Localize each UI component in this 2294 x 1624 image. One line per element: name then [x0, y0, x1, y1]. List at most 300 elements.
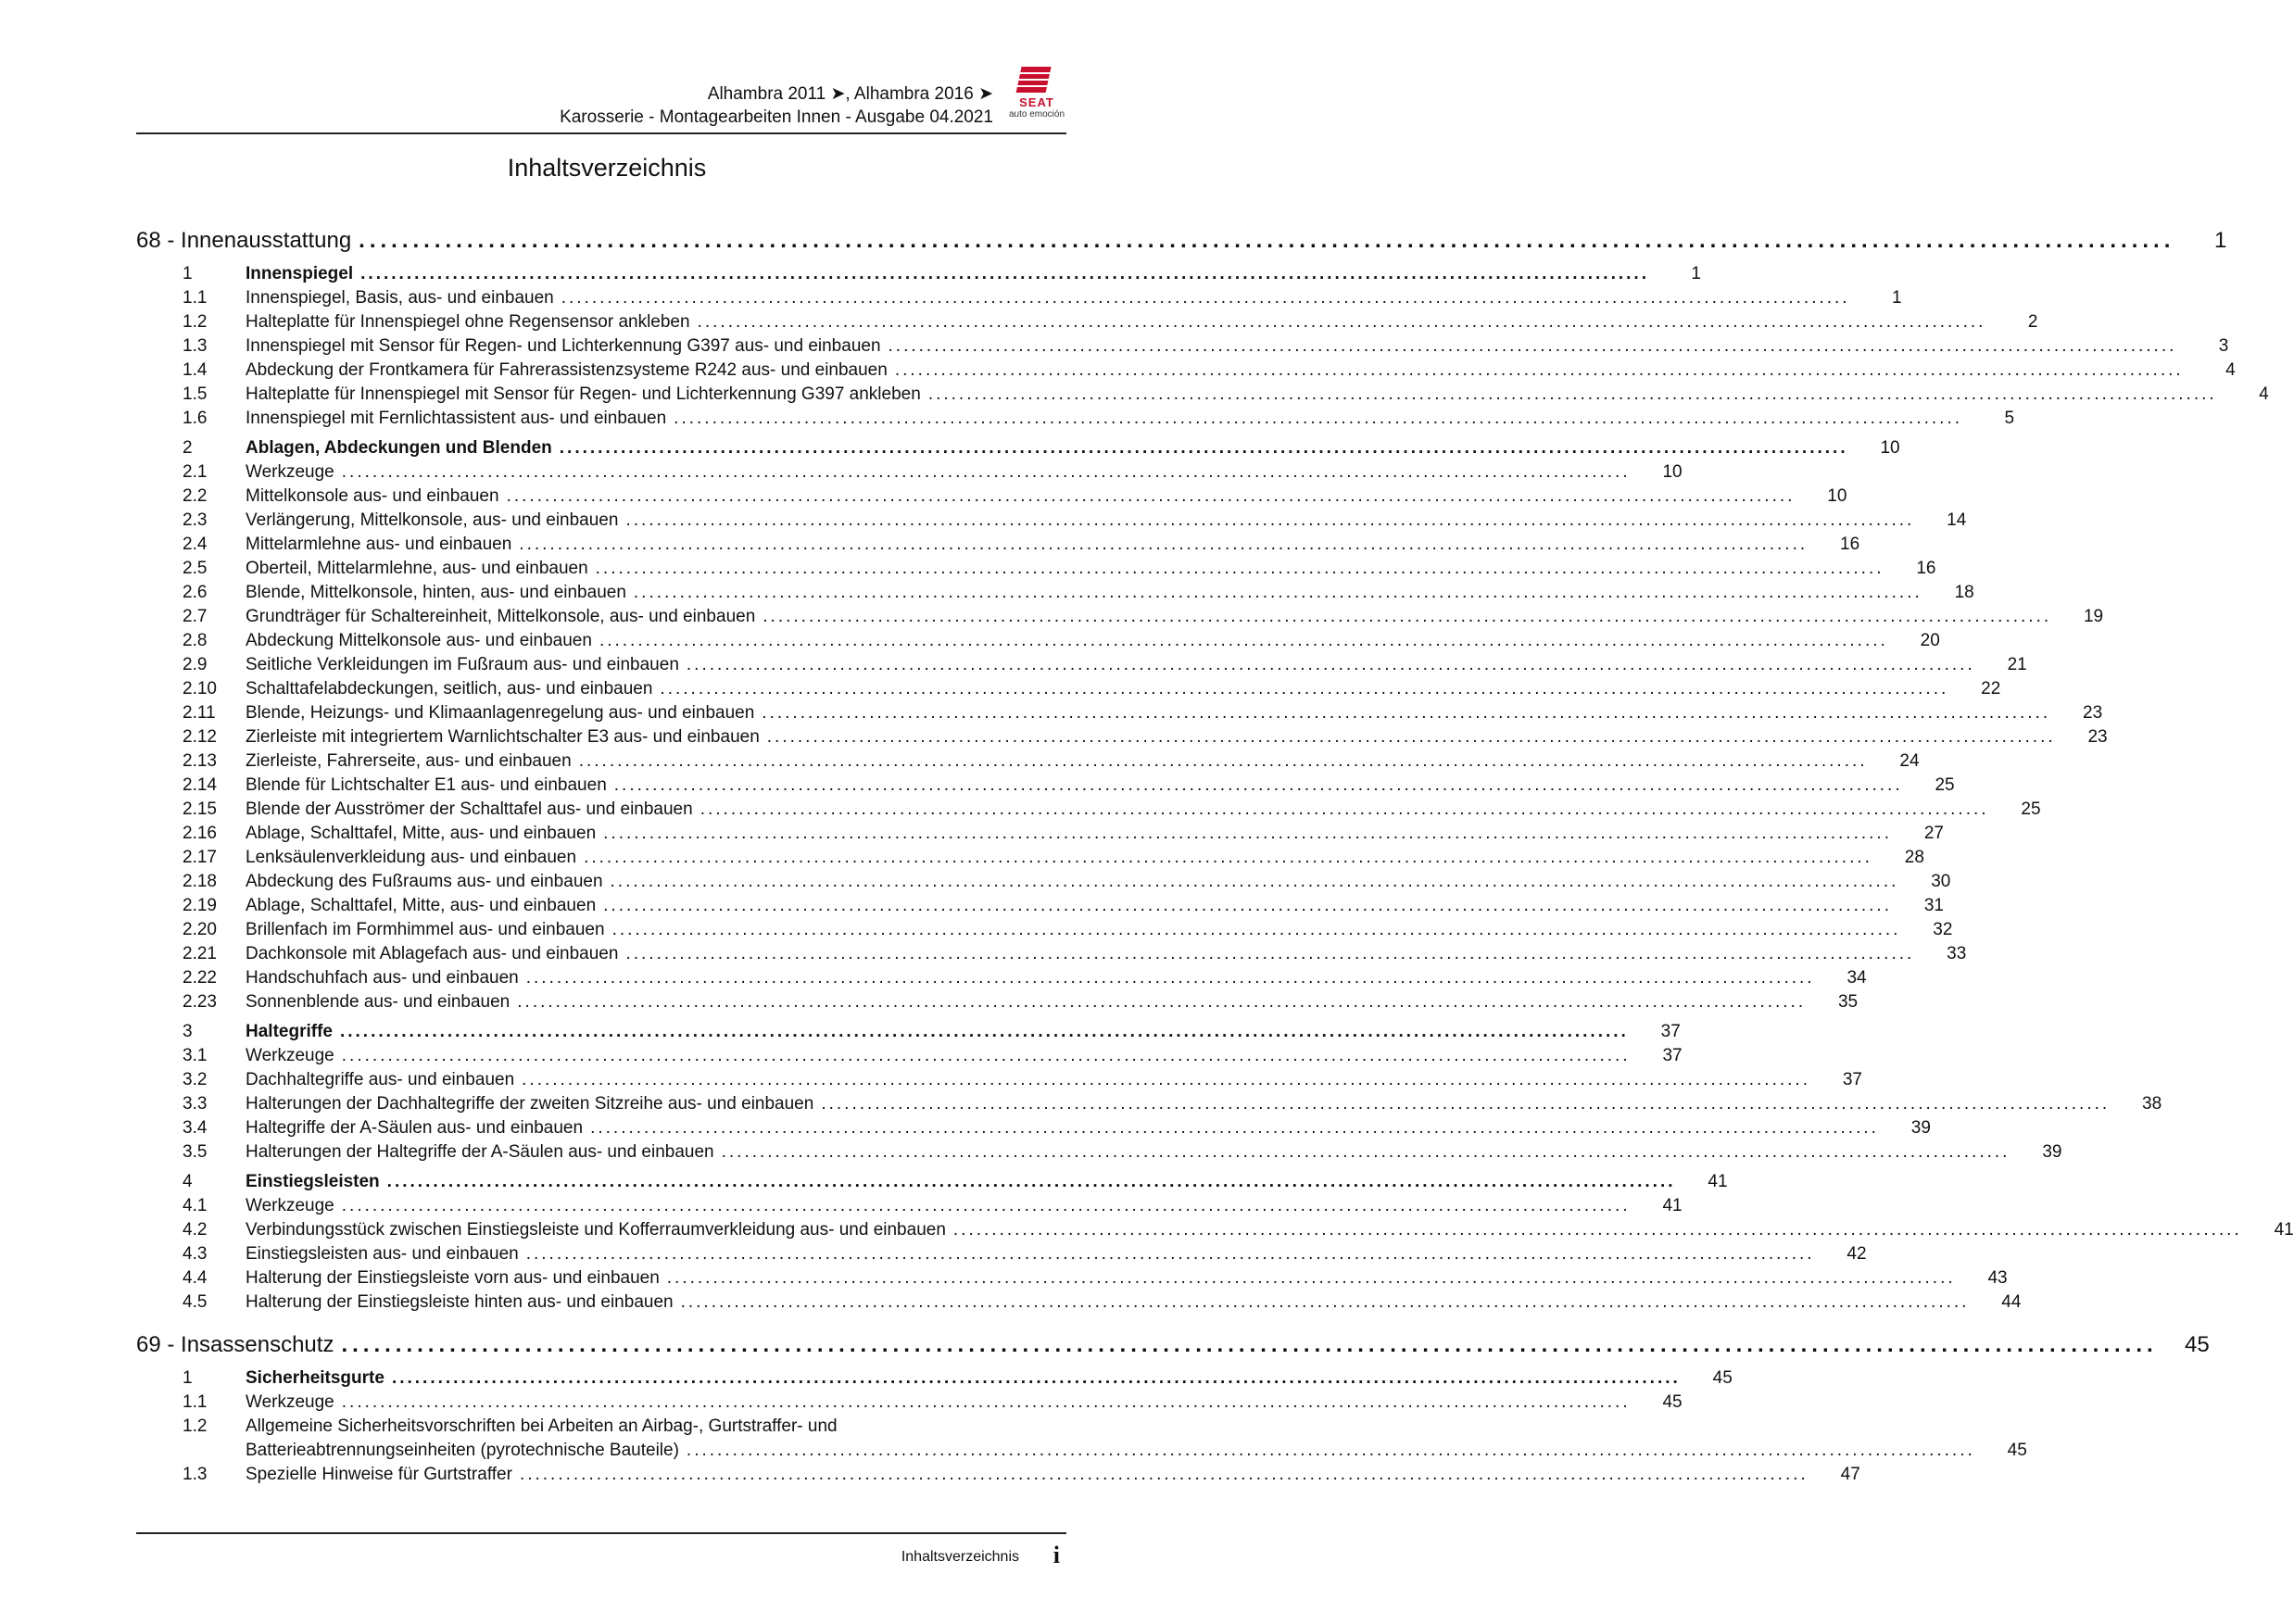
toc-entry-number: 1.2 — [183, 1416, 208, 1436]
footer-rule — [136, 1532, 1066, 1534]
toc-leader-dots: ........................................................................................................................................................................ — [952, 1220, 2242, 1240]
toc-entry[interactable] — [136, 310, 2038, 334]
toc-entry-title: Sonnenblende aus- und einbauen — [246, 992, 510, 1012]
toc-entry-title-wrap — [246, 894, 1905, 918]
toc-entry-title-wrap — [246, 701, 2063, 725]
toc-entry-page: 23 — [2087, 727, 2108, 747]
toc-entry-number: 1.3 — [183, 1465, 208, 1484]
toc-entry-page: 16 — [1916, 559, 1936, 578]
toc-entry-title-wrap — [246, 725, 2069, 749]
toc-entry-page: 30 — [1931, 872, 1951, 891]
toc-entry[interactable] — [136, 485, 1847, 509]
toc-entry-number: 4.1 — [183, 1196, 208, 1215]
toc-leader-dots: ........................................................................................................................................................................ — [697, 312, 1986, 332]
toc-leader-dots: ........................................................................................................................................................................ — [633, 583, 1922, 602]
toc-leader-dots: ........................................................................................................................................................................ — [341, 462, 1631, 482]
toc-entry-number: 2.23 — [183, 992, 217, 1012]
toc-entry-page: 47 — [1840, 1465, 1860, 1484]
footer-page-number: i — [1052, 1542, 1060, 1568]
toc-leader-dots: ........................................................................................................................................................................ — [625, 944, 1915, 963]
toc-entry[interactable] — [136, 1463, 1860, 1487]
toc-entry[interactable] — [136, 286, 1902, 310]
toc-leader-dots: ........................................................................................................................................................................ — [522, 1070, 1810, 1089]
toc-entry[interactable] — [136, 557, 1936, 581]
toc-leader-dots: ........................................................................................................................................................................ — [610, 872, 1899, 891]
toc-entry[interactable] — [136, 774, 1955, 798]
toc-leader-dots: ........................................................................................................................................................................ — [517, 992, 1807, 1012]
toc-entry-number: 2.21 — [183, 944, 217, 963]
toc-entry-title: Handschuhfach aus- und einbauen — [246, 968, 519, 988]
toc-entry-page: 37 — [1842, 1070, 1862, 1089]
toc-entry-title-wrap — [246, 485, 1808, 509]
toc-leader-dots: ........................................................................................................................................................................ — [686, 655, 1975, 674]
toc-entry[interactable] — [136, 701, 2103, 725]
toc-entry[interactable] — [136, 1290, 2022, 1315]
toc-leader-dots: ........................................................................................................................................................................ — [763, 607, 2052, 626]
toc-entry-page: 34 — [1847, 968, 1867, 988]
toc-entry-title: Innenspiegel — [246, 264, 354, 283]
toc-leader-dots: ........................................................................................................................................................................ — [590, 1118, 1879, 1138]
toc-leader-dots: ........................................................................................................................................................................ — [721, 1142, 2010, 1162]
toc-entry[interactable] — [136, 629, 1940, 653]
seat-logo — [1008, 65, 1065, 120]
toc-leader-dots: ........................................................................................................................................................................ — [525, 1244, 1815, 1264]
toc-entry[interactable] — [136, 894, 1944, 918]
seat-s-icon — [1018, 65, 1055, 96]
toc-entry-number: 3.2 — [183, 1070, 208, 1089]
toc-entry-page: 45 — [2007, 1441, 2027, 1460]
toc-leader-dots: ........................................................................................................................................................................ — [341, 1196, 1631, 1215]
toc-entry[interactable] — [136, 870, 1951, 894]
footer-label: Inhaltsverzeichnis — [901, 1549, 1019, 1565]
toc-entry-title-wrap — [246, 605, 2064, 629]
toc-leader-dots: ........................................................................................................................................................................ — [700, 799, 1989, 819]
toc-entry-title: Abdeckung der Frontkamera für Fahrerassistenzsysteme R242 aus- und einbauen — [246, 360, 888, 380]
toc-entry[interactable] — [136, 1242, 1867, 1266]
toc-entry-title: Verlängerung, Mittelkonsole, aus- und einbauen — [246, 510, 619, 530]
toc-entry-page: 4 — [2225, 360, 2236, 380]
toc-entry-title-wrap — [246, 1218, 2255, 1242]
toc-entry-page: 41 — [2274, 1220, 2294, 1240]
toc-leader-dots: ........................................................................................................................................................................ — [625, 510, 1915, 530]
toc-entry-page: 37 — [1662, 1046, 1683, 1065]
toc-entry-title-wrap — [246, 629, 1901, 653]
toc-entry-title: 69 - Insassenschutz — [136, 1332, 334, 1357]
toc-entry-page: 45 — [1712, 1368, 1733, 1388]
toc-entry-number: 1.1 — [183, 288, 208, 308]
toc-leader-dots: ........................................................................................................................................................................ — [680, 1292, 1970, 1312]
toc-entry-title: Halteplatte für Innenspiegel ohne Regensensor ankleben — [246, 312, 690, 332]
toc-entry-title: Halterung der Einstiegsleiste hinten aus- und einbauen — [246, 1292, 674, 1312]
toc-entry[interactable] — [136, 653, 2027, 677]
toc-entry-title-line2-wrap — [246, 1439, 1988, 1463]
toc-entry-title-wrap — [136, 225, 2187, 257]
toc-entry-title: Einstiegsleisten — [246, 1172, 380, 1191]
toc-leader-dots: ........................................................................................................................................................................ — [584, 848, 1872, 867]
toc-entry-page: 45 — [1662, 1392, 1683, 1412]
toc-leader-dots: ........................................................................................................................................................................ — [578, 751, 1868, 771]
toc-entry-page: 22 — [1981, 679, 2001, 699]
toc-entry-title: Abdeckung Mittelkonsole aus- und einbauen — [246, 631, 592, 650]
toc-entry-page: 24 — [1899, 751, 1920, 771]
toc-entry-page: 38 — [2142, 1094, 2162, 1114]
toc-entry-title: Spezielle Hinweise für Gurtstraffer — [246, 1465, 512, 1484]
toc-entry-number: 2.4 — [183, 535, 208, 554]
toc-entry-number: 1.1 — [183, 1392, 208, 1412]
toc-entry-title: 68 - Innenausstattung — [136, 228, 352, 253]
toc-entry-title-wrap — [246, 533, 1821, 557]
toc-entry-title: Ablagen, Abdeckungen und Blenden — [246, 438, 552, 458]
toc-entry-title: Ablage, Schalttafel, Mitte, aus- und einbauen — [246, 896, 597, 915]
toc-entry-page: 3 — [2218, 336, 2229, 356]
toc-leader-dots: ........................................................................................................................................................................ — [603, 896, 1892, 915]
toc-leader-dots: ........................................................................................................................................................................ — [613, 775, 1903, 795]
toc-entry-number: 4.2 — [183, 1220, 208, 1240]
toc-entry-number: 1 — [183, 264, 193, 283]
toc-entry-number: 2.11 — [183, 703, 216, 723]
toc-section[interactable] — [136, 262, 1701, 286]
toc-entry-number: 4 — [183, 1172, 193, 1191]
toc-entry-title-wrap — [246, 846, 1885, 870]
toc-entry-number: 2.2 — [183, 486, 208, 506]
toc-entry-page: 37 — [1660, 1022, 1681, 1041]
toc-entry-title-wrap — [246, 436, 1861, 460]
toc-entry-title-wrap — [246, 1366, 1694, 1391]
toc-leader-dots: ........................................................................................................................................................................ — [386, 1172, 1676, 1191]
toc-entry-title-wrap — [246, 942, 1927, 966]
toc-entry-number: 2.17 — [183, 848, 217, 867]
toc-entry-title-wrap — [246, 1242, 1828, 1266]
toc-entry[interactable] — [136, 1194, 1683, 1218]
toc-leader-dots: ........................................................................................................................................................................ — [360, 264, 1649, 283]
toc-entry-title-wrap — [246, 1463, 1821, 1487]
toc-entry-title-wrap — [246, 677, 1961, 701]
toc-entry[interactable] — [136, 822, 1944, 846]
toc-leader-dots: ........................................................................................................................................................................ — [519, 535, 1809, 554]
toc-entry-number: 3.5 — [183, 1142, 208, 1162]
toc-leader-dots: ........................................................................................................................................................................ — [561, 288, 1850, 308]
toc-entry-title-wrap — [246, 509, 1927, 533]
toc-section[interactable] — [136, 1170, 1728, 1194]
toc-entry-title: Grundträger für Schaltereinheit, Mittelkonsole, aus- und einbauen — [246, 607, 756, 626]
toc-leader-dots: ........................................................................................................................................................................ — [525, 968, 1815, 988]
toc-leader-dots: ........................................................................................................................................................................ — [611, 920, 1901, 939]
toc-leader-dots: ........................................................................................................................................................................ — [559, 438, 1848, 458]
toc-entry-number: 2 — [183, 438, 193, 458]
toc-entry-number: 1.6 — [183, 409, 208, 428]
toc-entry-title: Werkzeuge — [246, 1392, 334, 1412]
toc-entry-number: 2.20 — [183, 920, 217, 939]
toc-entry-number: 3.4 — [183, 1118, 208, 1138]
toc-entry-page: 20 — [1920, 631, 1940, 650]
toc-entry-title-wrap — [246, 310, 1998, 334]
toc-entry-title: Zierleiste, Fahrerseite, aus- und einbauen — [246, 751, 572, 771]
toc-section[interactable] — [136, 1020, 1681, 1044]
toc-entry[interactable] — [136, 1218, 2294, 1242]
toc-entry-page: 14 — [1947, 510, 1967, 530]
toc-entry[interactable] — [136, 1140, 2062, 1164]
toc-entry-page: 43 — [1987, 1268, 2008, 1288]
toc-entry-title-wrap — [246, 1266, 1969, 1290]
toc-entry-page: 10 — [1662, 462, 1683, 482]
toc-entry-title-wrap — [246, 774, 1916, 798]
header-line2: Karosserie - Montagearbeiten Innen - Ausgabe 04.2021 — [560, 107, 993, 127]
toc-entry-number: 2.14 — [183, 775, 217, 795]
toc-entry-number: 2.6 — [183, 583, 208, 602]
toc-entry-page: 33 — [1947, 944, 1967, 963]
toc-entry[interactable] — [136, 533, 1860, 557]
toc-entry-title-wrap — [246, 581, 1935, 605]
toc-entry-page: 25 — [2021, 799, 2041, 819]
toc-leader-dots: ........................................................................................................................................................................ — [339, 1022, 1629, 1041]
toc-entry-title: Einstiegsleisten aus- und einbauen — [246, 1244, 519, 1264]
toc-entry-page: 5 — [2004, 409, 2015, 428]
toc-entry-title-wrap — [246, 383, 2230, 407]
toc-leader-dots: ........................................................................................................................................................................ — [603, 824, 1892, 843]
toc-entry-page: 2 — [2027, 312, 2038, 332]
toc-entry-page: 10 — [1880, 438, 1900, 458]
toc-entry-title: Abdeckung des Fußraums aus- und einbauen — [246, 872, 603, 891]
toc-entry[interactable] — [136, 383, 2269, 407]
toc-chapter[interactable] — [136, 1329, 2210, 1361]
toc-entry-title-wrap — [246, 286, 1863, 310]
toc-entry[interactable] — [136, 605, 2104, 629]
toc-leader-dots: ........................................................................................................................................................................ — [341, 1046, 1631, 1065]
toc-entry-page: 21 — [2007, 655, 2027, 674]
toc-entry-title: Brillenfach im Formhimmel aus- und einbauen — [246, 920, 605, 939]
toc-entry-title-wrap — [246, 870, 1911, 894]
toc-entry-page: 45 — [2184, 1332, 2210, 1357]
toc-entry-page: 42 — [1847, 1244, 1867, 1264]
toc-entry-title-wrap — [246, 1391, 1644, 1415]
toc-entry-number: 2.8 — [183, 631, 208, 650]
toc-entry-page: 27 — [1923, 824, 1944, 843]
toc-entry-number: 2.15 — [183, 799, 217, 819]
toc-entry-title-wrap — [246, 966, 1828, 990]
toc-leader-dots: ........................................................................................................................................................................ — [519, 1465, 1809, 1484]
toc-entry[interactable] — [136, 509, 1967, 533]
toc-leader-dots: ........................................................................................................................................................................ — [686, 1441, 1975, 1460]
toc-entry[interactable] — [136, 359, 2236, 383]
toc-entry-page: 1 — [1892, 288, 1902, 308]
toc-entry-title: Lenksäulenverkleidung aus- und einbauen — [246, 848, 577, 867]
toc-leader-dots: ........................................................................................................................................................................ — [341, 1392, 1631, 1412]
toc-entry[interactable] — [136, 1415, 2027, 1463]
toc-entry-title: Halterungen der Haltegriffe der A-Säulen aus- und einbauen — [246, 1142, 714, 1162]
toc-leader-dots: ........................................................................................................................................................................ — [660, 679, 1949, 699]
logo-tagline: auto emoción — [1008, 109, 1065, 120]
toc-entry-number: 2.10 — [183, 679, 217, 699]
toc-entry-page: 19 — [2083, 607, 2104, 626]
toc-section[interactable] — [136, 1366, 1733, 1391]
toc-entry-title-wrap — [246, 557, 1897, 581]
toc-entry[interactable] — [136, 1391, 1683, 1415]
toc-entry-number: 3 — [183, 1022, 193, 1041]
toc-entry-page: 16 — [1840, 535, 1860, 554]
toc-entry-title: Allgemeine Sicherheitsvorschriften bei Arbeiten an Airbag-, Gurtstraffer- und — [246, 1416, 838, 1436]
toc-entry-page: 10 — [1827, 486, 1847, 506]
toc-entry[interactable] — [136, 460, 1683, 485]
toc-entry-page: 25 — [1935, 775, 1955, 795]
toc-entry-title-wrap — [246, 1044, 1644, 1068]
toc-entry-number: 2.22 — [183, 968, 217, 988]
toc-entry[interactable] — [136, 1266, 2008, 1290]
toc-entry-title: Innenspiegel mit Sensor für Regen- und Lichterkennung G397 aus- und einbauen — [246, 336, 881, 356]
toc-entry-page: 35 — [1837, 992, 1859, 1012]
toc-entry-title-wrap — [246, 918, 1913, 942]
toc-entry-number: 1.5 — [183, 384, 208, 404]
toc-entry-title-wrap — [246, 1140, 2023, 1164]
toc-entry-title: Ablage, Schalttafel, Mitte, aus- und einbauen — [246, 824, 597, 843]
toc-entry-title: Dachhaltegriffe aus- und einbauen — [246, 1070, 515, 1089]
toc-entry[interactable] — [136, 725, 2108, 749]
toc-entry-title: Werkzeuge — [246, 462, 334, 482]
toc-entry[interactable] — [136, 334, 2229, 359]
toc-entry-title: Blende, Mittelkonsole, hinten, aus- und einbauen — [246, 583, 626, 602]
toc-entry[interactable] — [136, 990, 1859, 1014]
toc-entry-title-wrap — [246, 798, 2002, 822]
toc-entry-page: 4 — [2259, 384, 2269, 404]
toc-leader-dots: ........................................................................................................................................................................ — [927, 384, 2217, 404]
toc-entry-title-line2: Batterieabtrennungseinheiten (pyrotechnische Bauteile) — [246, 1441, 679, 1460]
toc-leader-dots: ........................................................................................................................................................................ — [391, 1368, 1681, 1388]
toc-section[interactable] — [136, 436, 1900, 460]
toc-entry[interactable] — [136, 918, 1953, 942]
toc-entry-title: Blende, Heizungs- und Klimaanlagenregelung aus- und einbauen — [246, 703, 755, 723]
toc-entry-number: 2.1 — [183, 462, 208, 482]
toc-leader-dots: ........................................................................................................................................................................ — [894, 360, 2184, 380]
toc-entry-title: Haltegriffe — [246, 1022, 333, 1041]
toc-entry[interactable] — [136, 966, 1867, 990]
toc-entry-number: 2.12 — [183, 727, 217, 747]
toc-leader-dots: ........................................................................................................................................................................ — [666, 1268, 1956, 1288]
toc-entry-number: 2.5 — [183, 559, 208, 578]
toc-entry-title-wrap — [136, 1329, 2171, 1361]
toc-entry[interactable] — [136, 942, 1967, 966]
toc-entry-number: 1.2 — [183, 312, 208, 332]
toc-entry-number: 2.19 — [183, 896, 217, 915]
toc-entry-title-wrap — [246, 1290, 1982, 1315]
toc-entry[interactable] — [136, 1068, 1862, 1092]
toc-entry-title: Sicherheitsgurte — [246, 1368, 384, 1388]
toc-entry-page: 44 — [2001, 1292, 2022, 1312]
toc-entry-title-wrap — [246, 990, 1819, 1014]
toc-entry-title-wrap — [246, 1194, 1644, 1218]
toc-entry-title-wrap — [246, 460, 1644, 485]
toc-entry-title: Innenspiegel, Basis, aus- und einbauen — [246, 288, 554, 308]
toc-leader-dots: ........................................................................................................................................................................ — [674, 409, 1963, 428]
toc-entry-number: 2.13 — [183, 751, 217, 771]
toc-entry-title: Mittelarmlehne aus- und einbauen — [246, 535, 512, 554]
toc-entry-title: Seitliche Verkleidungen im Fußraum aus- und einbauen — [246, 655, 679, 674]
toc-entry-number: 2.3 — [183, 510, 208, 530]
toc-leader-dots: ........................................................................................................................................................................ — [766, 727, 2056, 747]
toc-entry-number: 1.4 — [183, 360, 208, 380]
logo-brand: SEAT — [1019, 95, 1054, 109]
toc-entry-page: 1 — [1691, 264, 1701, 283]
toc-entry-title-wrap — [246, 262, 1662, 286]
toc-leader-dots: ........................................................................................................................................................................ — [506, 486, 1796, 506]
toc-entry[interactable] — [136, 677, 2001, 701]
toc-entry-page: 28 — [1904, 848, 1924, 867]
toc-entry-page: 39 — [1910, 1118, 1931, 1138]
toc-entry-title-wrap — [246, 359, 2197, 383]
header-line1: Alhambra 2011 ➤, Alhambra 2016 ➤ — [707, 84, 993, 104]
toc-entry-title: Blende für Lichtschalter E1 aus- und einbauen — [246, 775, 607, 795]
toc-entry-number: 2.9 — [183, 655, 208, 674]
toc-entry-title-wrap — [246, 1092, 2123, 1116]
toc-entry-title: Halterungen der Dachhaltegriffe der zweiten Sitzreihe aus- und einbauen — [246, 1094, 814, 1114]
toc-entry-title: Schalttafelabdeckungen, seitlich, aus- und einbauen — [246, 679, 653, 699]
toc-entry[interactable] — [136, 581, 1974, 605]
toc-entry[interactable] — [136, 749, 1920, 774]
toc-entry[interactable] — [136, 1116, 1931, 1140]
toc-entry-title: Werkzeuge — [246, 1196, 334, 1215]
toc-leader-dots: ........................................................................................................................................................................ — [341, 1332, 2158, 1357]
toc-entry-title: Halteplatte für Innenspiegel mit Sensor für Regen- und Lichterkennung G397 ankleben — [246, 384, 921, 404]
toc-entry-title: Dachkonsole mit Ablagefach aus- und einbauen — [246, 944, 619, 963]
toc-entry-page: 41 — [1708, 1172, 1728, 1191]
toc-entry-page: 23 — [2083, 703, 2103, 723]
toc-entry-title: Mittelkonsole aus- und einbauen — [246, 486, 499, 506]
toc-entry[interactable] — [136, 798, 2041, 822]
toc-entry-title-wrap — [246, 407, 1975, 431]
toc-entry-title: Verbindungsstück zwischen Einstiegsleiste und Kofferraumverkleidung aus- und einbauen — [246, 1220, 946, 1240]
toc-entry-number: 4.3 — [183, 1244, 208, 1264]
toc-entry-page: 1 — [2214, 228, 2227, 253]
toc-entry-title: Werkzeuge — [246, 1046, 334, 1065]
toc-entry-number: 1 — [183, 1368, 193, 1388]
toc-entry-page: 18 — [1954, 583, 1974, 602]
toc-leader-dots: ........................................................................................................................................................................ — [599, 631, 1888, 650]
toc-entry-page: 41 — [1662, 1196, 1683, 1215]
toc-leader-dots: ........................................................................................................................................................................ — [359, 228, 2175, 253]
toc-entry-number: 3.1 — [183, 1046, 208, 1065]
toc-entry-title-wrap — [246, 653, 1988, 677]
toc-entry-number: 3.3 — [183, 1094, 208, 1114]
toc-entry-page: 31 — [1923, 896, 1944, 915]
header-rule — [136, 132, 1066, 134]
toc-entry-title-wrap — [246, 334, 2189, 359]
toc-entry-title-wrap — [246, 749, 1881, 774]
toc-entry-title-wrap — [246, 1415, 1988, 1463]
toc-entry[interactable] — [136, 1092, 2162, 1116]
toc-entry[interactable] — [136, 1044, 1683, 1068]
toc-entry-title-wrap — [246, 1170, 1689, 1194]
toc-entry-page: 32 — [1933, 920, 1953, 939]
toc-entry-number: 2.7 — [183, 607, 208, 626]
page-title: Inhaltsverzeichnis — [507, 154, 707, 182]
toc-entry-title-wrap — [246, 1116, 1892, 1140]
toc-entry[interactable] — [136, 846, 1924, 870]
toc-entry-number: 4.4 — [183, 1268, 208, 1288]
toc-entry-title: Oberteil, Mittelarmlehne, aus- und einbauen — [246, 559, 588, 578]
toc-leader-dots: ........................................................................................................................................................................ — [821, 1094, 2111, 1114]
toc-entry-title: Haltegriffe der A-Säulen aus- und einbauen — [246, 1118, 584, 1138]
toc-entry-number: 4.5 — [183, 1292, 208, 1312]
toc-entry-title: Zierleiste mit integriertem Warnlichtschalter E3 aus- und einbauen — [246, 727, 760, 747]
toc-leader-dots: ........................................................................................................................................................................ — [595, 559, 1884, 578]
toc-entry-title: Halterung der Einstiegsleiste vorn aus- und einbauen — [246, 1268, 660, 1288]
toc-entry-title-wrap — [246, 822, 1905, 846]
toc-entry-title-wrap — [246, 1068, 1823, 1092]
toc-chapter[interactable] — [136, 225, 2227, 257]
toc-entry-number: 2.18 — [183, 872, 217, 891]
toc-entry-number: 2.16 — [183, 824, 217, 843]
toc-entry-number: 1.3 — [183, 336, 208, 356]
toc-entry-title: Blende der Ausströmer der Schalttafel aus- und einbauen — [246, 799, 693, 819]
toc-entry[interactable] — [136, 407, 2015, 431]
